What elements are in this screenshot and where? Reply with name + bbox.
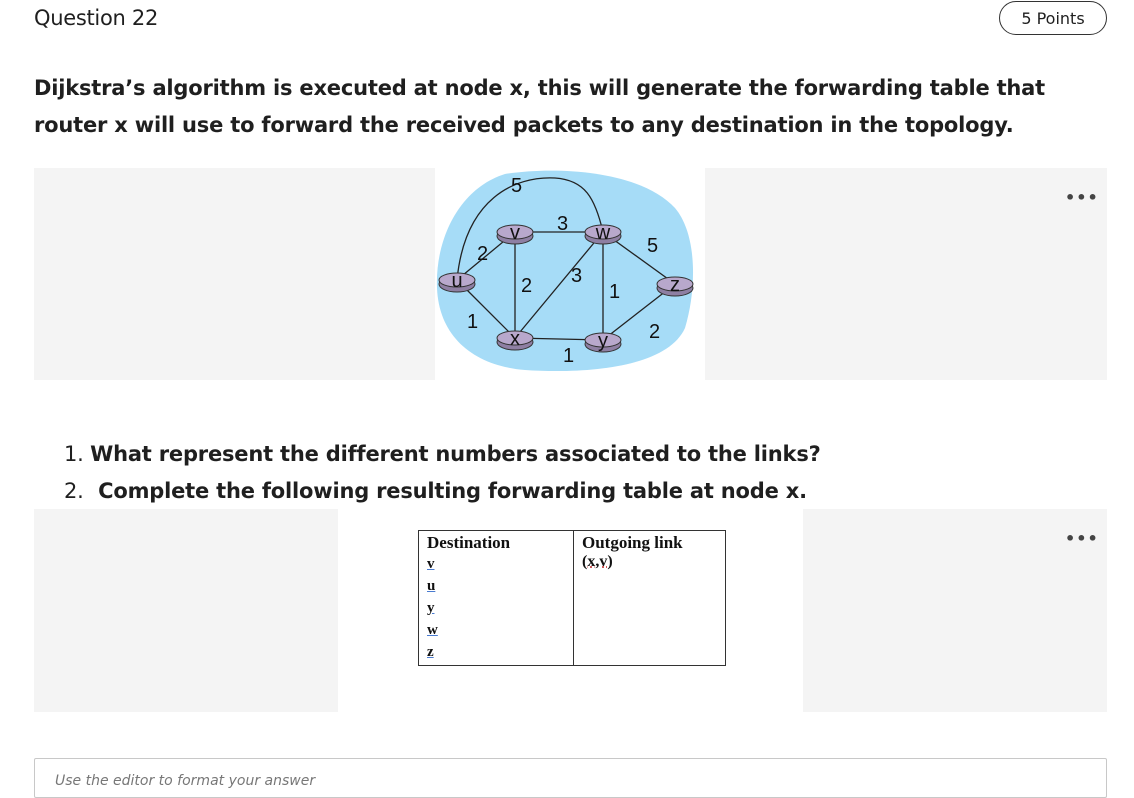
destination-w: w [427, 622, 438, 638]
destination-y: y [427, 600, 435, 616]
weight-v-w: 3 [557, 213, 569, 235]
weight-u-v: 2 [477, 243, 489, 265]
network-graph [435, 168, 705, 380]
weight-v-x: 2 [521, 275, 533, 297]
outgoing-link-column [574, 531, 726, 666]
destination-column [419, 531, 574, 666]
weight-x-y: 1 [563, 345, 575, 367]
sub-question-2: 2. Complete the following resulting forwarding table at node x. [64, 479, 807, 503]
destination-z: z [427, 644, 434, 660]
weight-w-z: 5 [647, 235, 659, 257]
image-left-panel-2 [34, 509, 338, 712]
weight-w-y: 1 [609, 281, 621, 303]
destination-list [427, 553, 565, 663]
outgoing-link-header: Outgoing link [582, 533, 683, 552]
question-prompt: Dijkstra’s algorithm is executed at node x, this will generate the forwarding table that router x will use to forward the received packets to any destination in the topology. [34, 76, 1045, 137]
destination-header: Destination [427, 533, 511, 552]
image-left-panel [34, 168, 435, 380]
router-label-y: y [598, 330, 608, 352]
weight-u-x: 1 [467, 311, 479, 333]
more-options-icon[interactable]: ••• [1065, 188, 1099, 207]
more-options-icon-2[interactable]: ••• [1065, 529, 1099, 548]
router-label-x: x [510, 328, 520, 350]
points-badge: 5 Points [999, 1, 1107, 35]
editor-placeholder: Use the editor to format your answer [55, 773, 316, 789]
outgoing-link-example: (x,v) [582, 553, 613, 570]
destination-v: v [427, 556, 435, 572]
router-label-z: z [670, 274, 680, 296]
router-label-v: v [510, 222, 520, 244]
router-label-u: u [451, 270, 463, 292]
question-header: Question 22 [34, 6, 159, 30]
weight-y-z: 2 [649, 321, 661, 343]
sub-question-1: 1. What represent the different numbers associated to the links? [64, 442, 821, 466]
sub-question-list [64, 436, 821, 510]
router-label-w: w [595, 222, 611, 244]
image-right-panel [705, 168, 1107, 380]
answer-editor[interactable] [34, 758, 1107, 798]
forwarding-table [418, 530, 726, 666]
destination-u: u [427, 578, 436, 594]
weight-u-w-arc: 5 [511, 175, 523, 197]
image-right-panel-2 [803, 509, 1107, 712]
weight-x-w: 3 [571, 265, 583, 287]
